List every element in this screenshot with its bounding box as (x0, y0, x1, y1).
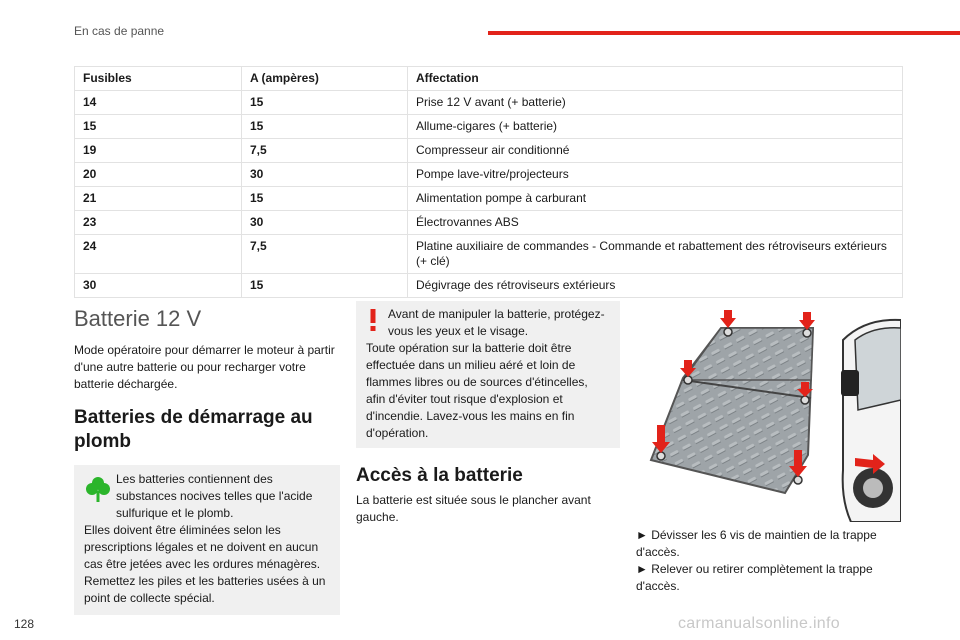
fuse-number: 20 (75, 163, 242, 187)
table-row (75, 91, 903, 115)
fuse-assignment: Alimentation pompe à carburant (408, 187, 903, 211)
table-row (75, 235, 903, 274)
subsection-title: Batteries de démarrage au plomb (74, 407, 313, 452)
environment-note (74, 465, 340, 615)
fuse-amperage: 15 (242, 91, 408, 115)
fuse-table (74, 66, 903, 298)
intro-text: Mode opératoire pour démarrer le moteur à partir d'une autre batterie ou pour recharger votre batterie déchargée. (74, 343, 335, 391)
table-row (75, 115, 903, 139)
floor-hatch-figure (633, 300, 901, 522)
fuse-amperage: 30 (242, 211, 408, 235)
warning-rest: Toute opération sur la batterie doit être effectuée dans un milieu aéré et loin de flammes libres ou de sources d'étincelles, afin d'éviter tout risque d'explosion et d'incendie. Lavez-vous les mains en fin d'opération. (366, 341, 588, 440)
fuse-number: 21 (75, 187, 242, 211)
fuse-number: 19 (75, 139, 242, 163)
fuse-amperage: 30 (242, 163, 408, 187)
column-battery (74, 306, 340, 615)
fuse-assignment: Allume-cigares (+ batterie) (408, 115, 903, 139)
note-first: Les batteries contiennent des substances nocives telles que l'acide sulfurique et le plomb. (116, 472, 313, 520)
table-row (75, 274, 903, 298)
fuse-assignment: Pompe lave-vitre/projecteurs (408, 163, 903, 187)
step-lift: ► Relever ou retirer complètement la trappe d'accès. (636, 562, 873, 593)
fuse-assignment: Platine auxiliaire de commandes - Commande et rabattement des rétroviseurs extérieurs (+ clé) (408, 235, 903, 274)
running-header: En cas de panne (74, 24, 165, 38)
exclamation-icon (368, 309, 378, 331)
column-access (356, 301, 620, 526)
access-hatch-illustration (633, 300, 901, 522)
header-accent-bar (488, 31, 960, 35)
table-header-row (75, 67, 903, 91)
step-unscrew: ► Dévisser les 6 vis de maintien de la trappe d'accès. (636, 528, 877, 559)
location-text: La batterie est située sous le plancher avant gauche. (356, 493, 591, 524)
fuse-amperage: 15 (242, 187, 408, 211)
table-row (75, 163, 903, 187)
header-assignment: Affectation (408, 67, 903, 91)
fuse-amperage: 7,5 (242, 139, 408, 163)
tree-icon (86, 475, 110, 503)
fuse-number: 23 (75, 211, 242, 235)
fuse-assignment: Prise 12 V avant (+ batterie) (408, 91, 903, 115)
section-title: Batterie 12 V (74, 306, 202, 331)
warning-first: Avant de manipuler la batterie, protégez-vous les yeux et le visage. (388, 307, 605, 338)
column-steps (636, 527, 902, 595)
fuse-amperage: 7,5 (242, 235, 408, 274)
page-number: 128 (14, 617, 35, 631)
header-fuses: Fusibles (75, 67, 242, 91)
note-rest: Elles doivent être éliminées selon les prescriptions légales et ne doivent en aucun cas être jetées avec les ordures ménagères. Remettez les piles et les batteries usées à un point de collecte spécial. (84, 523, 326, 605)
table-row (75, 139, 903, 163)
table-row (75, 211, 903, 235)
fuse-number: 15 (75, 115, 242, 139)
safety-warning (356, 301, 620, 448)
fuse-assignment: Dégivrage des rétroviseurs extérieurs (408, 274, 903, 298)
fuse-number: 30 (75, 274, 242, 298)
fuse-number: 24 (75, 235, 242, 274)
fuse-assignment: Compresseur air conditionné (408, 139, 903, 163)
fuse-number: 14 (75, 91, 242, 115)
table-row (75, 187, 903, 211)
fuse-amperage: 15 (242, 115, 408, 139)
subsection-title: Accès à la batterie (356, 465, 523, 486)
fuse-amperage: 15 (242, 274, 408, 298)
watermark: carmanualsonline.info (678, 615, 840, 632)
fuse-assignment: Électrovannes ABS (408, 211, 903, 235)
header-amperes: A (ampères) (242, 67, 408, 91)
